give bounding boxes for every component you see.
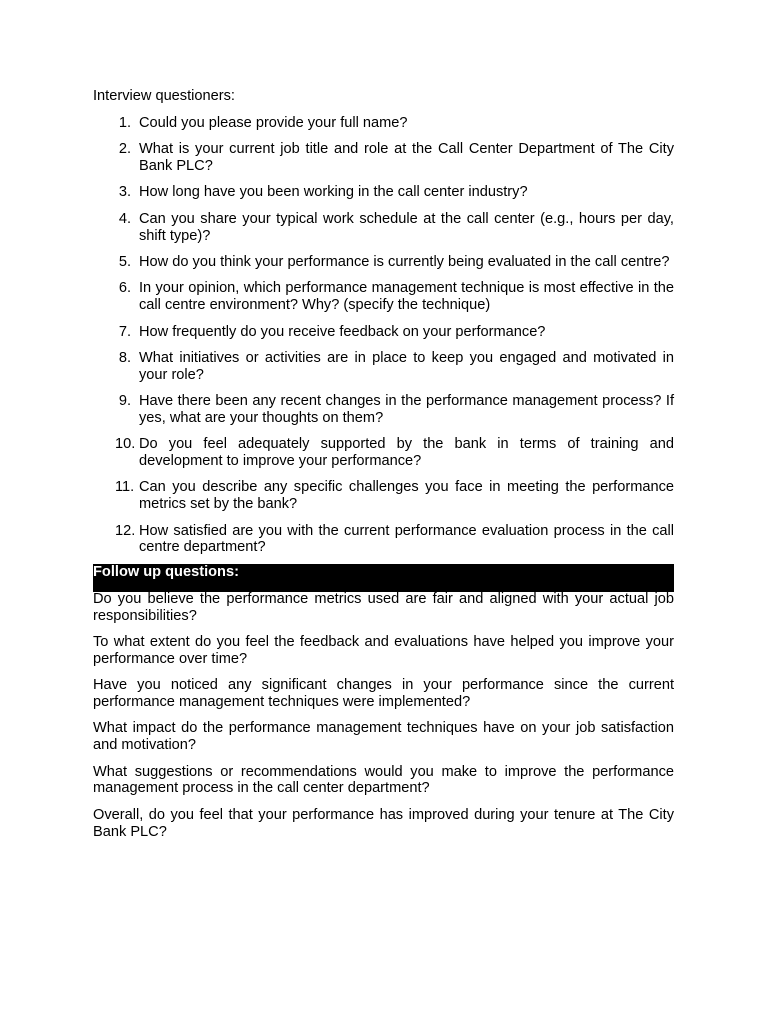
question-item [93, 436, 674, 470]
question-number: 3. [118, 184, 131, 201]
question-number: 11. [115, 479, 135, 496]
question-text: Can you share your typical work schedule at the call center (e.g., hours per day, shift type)? [139, 210, 674, 244]
followup-question: Do you believe the performance metrics used are fair and aligned with your actual job responsibilities? [93, 590, 674, 624]
question-text: What initiatives or activities are in place to keep you engaged and motivated in your role? [139, 349, 674, 383]
interview-question-list [93, 115, 674, 556]
question-text: Have there been any recent changes in the performance management process? If yes, what are your thoughts on them? [139, 393, 674, 426]
question-text: How satisfied are you with the current performance evaluation process in the call centre department? [139, 522, 674, 556]
question-text: In your opinion, which performance management technique is most effective in the call centre environment? Why? (specify the technique) [139, 280, 674, 314]
question-item [93, 523, 674, 557]
question-number: 12. [115, 522, 136, 539]
question-number: 10. [115, 436, 136, 453]
followup-heading: Follow up questions: [93, 563, 239, 580]
question-item [93, 479, 674, 513]
followup-heading-banner [93, 564, 674, 592]
question-number: 9. [118, 393, 131, 410]
question-text: Can you describe any specific challenges you face in meeting the performance metrics set by the bank? [139, 479, 674, 513]
question-item [93, 184, 674, 201]
question-item [93, 254, 674, 271]
question-number: 5. [118, 253, 131, 270]
intro-heading: Interview questioners: [93, 88, 235, 104]
question-item [93, 393, 674, 427]
question-text: How frequently do you receive feedback on your performance? [139, 323, 546, 340]
question-number: 2. [118, 141, 131, 158]
question-number: 1. [118, 114, 131, 131]
question-item [93, 280, 674, 314]
followup-question-list [93, 591, 674, 841]
question-item [93, 324, 674, 341]
question-item [93, 141, 674, 175]
followup-question: Overall, do you feel that your performance has improved during your tenure at The City Bank PLC? [93, 806, 674, 840]
question-text: How do you think your performance is currently being evaluated in the call centre? [139, 253, 670, 270]
question-text: How long have you been working in the call center industry? [139, 184, 528, 201]
question-item [93, 211, 674, 245]
question-text: Could you please provide your full name? [139, 114, 408, 131]
question-item [93, 115, 674, 132]
question-number: 7. [118, 323, 131, 340]
question-text: What is your current job title and role at the Call Center Department of The City Bank PLC? [139, 141, 674, 174]
question-item [93, 350, 674, 384]
followup-question: To what extent do you feel the feedback and evaluations have helped you improve your performance over time? [93, 634, 674, 667]
question-text: Do you feel adequately supported by the bank in terms of training and development to improve your performance? [139, 436, 674, 470]
question-number: 4. [118, 210, 131, 227]
document-page [93, 88, 674, 850]
followup-question: Have you noticed any significant changes in your performance since the current performance management techniques were implemented? [93, 677, 674, 711]
question-number: 8. [118, 349, 131, 366]
followup-question: What impact do the performance management techniques have on your job satisfaction and motivation? [93, 720, 674, 754]
followup-question: What suggestions or recommendations would you make to improve the performance management process in the call center department? [93, 763, 674, 797]
question-number: 6. [118, 280, 131, 297]
